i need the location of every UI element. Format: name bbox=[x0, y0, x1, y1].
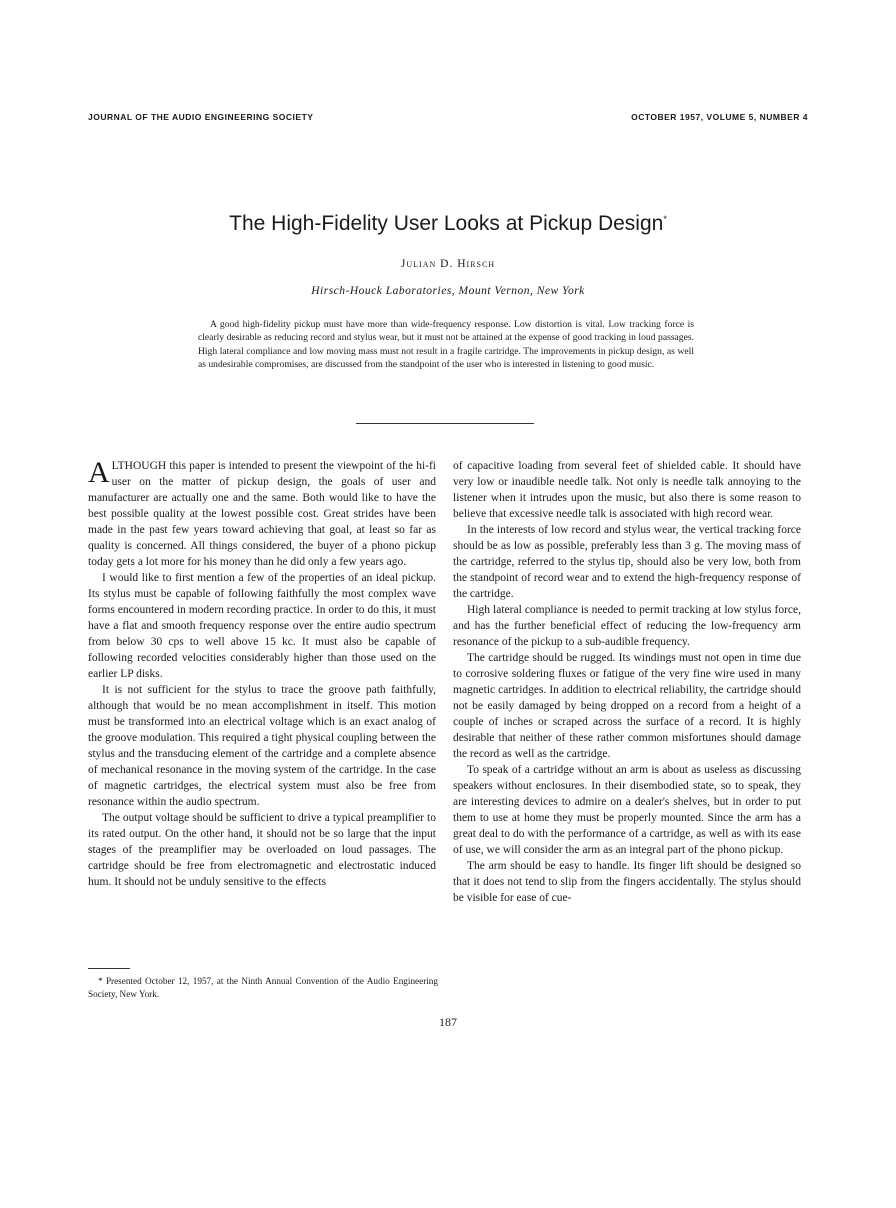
paragraph: The cartridge should be rugged. Its windings must not open in time due to corrosive soldering fluxes or fatigue of the very fine wire used in many magnetic cartridges. In addition to electrical reliability, the cartridge should not be easily damaged by being dropped on a record from a height of a couple of inches or scraped across the surface of a record. It is highly desirable that neither of these rather common misfortunes should damage the record as well as the cartridge. bbox=[453, 652, 801, 760]
drop-cap: A bbox=[88, 456, 110, 489]
right-column bbox=[453, 458, 801, 906]
paragraph bbox=[88, 458, 436, 570]
paragraph: To speak of a cartridge without an arm is about as useless as discussing speakers without enclosures. In their disembodied state, so to speak, they are interesting devices to admire on a dealer's shelves, but in order to put them to use at home they must be properly mounted. Since the arm has a great deal to do with the performance of a cartridge, as well as with its ease of use, we will consider the arm as an integral part of the phono pickup. bbox=[453, 764, 801, 856]
paragraph: I would like to first mention a few of the properties of an ideal pickup. Its stylus must be capable of following faithfully the most complex wave forms encountered in modern recording practice. In order to do this, it must have a flat and smooth frequency response over the entire audio spectrum from below 30 cps to well above 15 kc. It must also be capable of following recorded velocities considerably higher than those used on the earlier LP disks. bbox=[88, 572, 436, 680]
left-column bbox=[88, 458, 436, 890]
paragraph: The output voltage should be sufficient to drive a typical preamplifier to its rated output. On the other hand, it should not be so large that the input stages of the preamplifier may be overloaded on loud passages. The cartridge should be free from electromagnetic and electrostatic induced hum. It should not be unduly sensitive to the effects bbox=[88, 812, 436, 888]
title-footnote-mark: * bbox=[663, 214, 667, 224]
paragraph: In the interests of low record and stylus wear, the vertical tracking force should be as low as possible, preferably less than 3 g. The moving mass of the cartridge, referred to the stylus tip, should also be very low, both from the standpoint of record wear and to extend the high-frequency response of the cartridge. bbox=[453, 524, 801, 600]
page-number: 187 bbox=[439, 1015, 457, 1029]
title-text: The High-Fidelity User Looks at Pickup Design bbox=[229, 212, 664, 235]
article-title bbox=[0, 212, 896, 236]
paragraph-text: LTHOUGH this paper is intended to present the viewpoint of the hi-fi user on the matter of pickup design, the goals of user and manufacturer are actually one and the same. Both would like to have the best possible quality at the lowest possible cost. Great strides have been made in the past few years toward achieving that goal, at least so far as quality is concerned. All things considered, the buyer of a phono pickup today gets a lot more for his money than he did only a few years ago. bbox=[88, 460, 436, 568]
paragraph: of capacitive loading from several feet of shielded cable. It should have very low or inaudible needle talk. Not only is needle talk annoying to the listener when it intrudes upon the music, but also there is some reason to believe that excessive needle talk is associated with high record wear. bbox=[453, 460, 801, 520]
author: Julian D. Hirsch bbox=[400, 258, 496, 270]
section-divider bbox=[356, 423, 534, 424]
paragraph: High lateral compliance is needed to permit tracking at low stylus force, and has the further beneficial effect of reducing the low-frequency arm resonance of the pickup to a sub-audible frequency. bbox=[453, 604, 801, 648]
abstract: A good high-fidelity pickup must have more than wide-frequency response. Low distortion is vital. Low tracking force is clearly desirable as reducing record and stylus wear, but it must not be attained at the expense of good tracking in loud passages. High lateral compliance and low moving mass must not result in a fragile cartridge. The improvements in pickup design, as well as undesirable compromises, are discussed from the standpoint of the user who is interested in listening to good music. bbox=[198, 319, 694, 370]
paragraph: It is not sufficient for the stylus to trace the groove path faithfully, although that would be no mean accomplishment in itself. This motion must be transformed into an electrical voltage which is an exact analog of the groove modulation. This required a tight physical coupling between the stylus and the transducing element of the cartridge and a complete absence of mechanical resonance in the moving system of the cartridge. In the case of magnetic cartridges, the electrical system must also be free from resonance within the audio spectrum. bbox=[88, 684, 436, 808]
footnote: * Presented October 12, 1957, at the Ninth Annual Convention of the Audio Engineering Society, New York. bbox=[88, 976, 438, 999]
journal-name: JOURNAL OF THE AUDIO ENGINEERING SOCIETY bbox=[88, 112, 314, 122]
issue-info: OCTOBER 1957, VOLUME 5, NUMBER 4 bbox=[631, 112, 808, 122]
affiliation: Hirsch-Houck Laboratories, Mount Vernon, New York bbox=[311, 285, 585, 297]
paragraph: The arm should be easy to handle. Its finger lift should be designed so that it does not tend to slip from the fingers accidentally. The stylus should be visible for ease of cue- bbox=[453, 860, 801, 904]
footnote-rule bbox=[88, 968, 130, 969]
